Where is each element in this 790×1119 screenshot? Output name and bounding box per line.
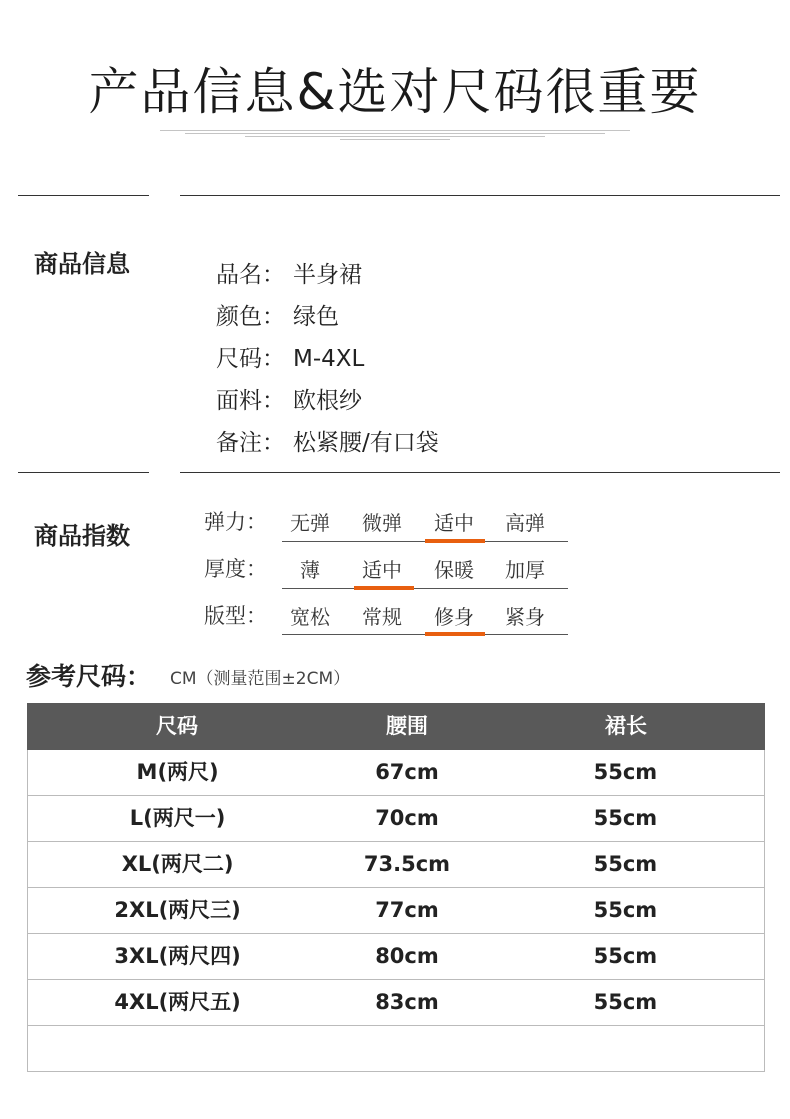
info-value: 半身裙 <box>293 262 362 288</box>
info-row-note <box>216 424 439 457</box>
table-cell: 2XL(两尺三) <box>114 898 241 922</box>
table-cell: 55cm <box>593 944 658 968</box>
page-title: 产品信息&选对尺码很重要 <box>88 63 702 121</box>
index-option-selected: 适中 <box>362 558 402 582</box>
divider <box>18 472 149 473</box>
table-cell: 77cm <box>375 898 439 922</box>
index-option: 宽松 <box>290 605 330 629</box>
table-cell: 80cm <box>375 944 439 968</box>
info-value: 松紧腰/有口袋 <box>293 430 439 456</box>
info-value: M-4XL <box>293 346 365 372</box>
index-option: 保暖 <box>434 558 474 582</box>
table-cell: 73.5cm <box>363 852 451 876</box>
table-row <box>27 750 765 796</box>
section-title-product-index: 商品指数 <box>34 522 130 550</box>
info-label: 品名： <box>216 262 285 288</box>
index-option: 紧身 <box>505 605 545 629</box>
table-cell: 55cm <box>593 898 658 922</box>
table-cell: 55cm <box>593 990 658 1014</box>
column-header: 裙长 <box>605 714 647 738</box>
info-label: 面料： <box>216 388 285 414</box>
info-label: 尺码： <box>216 346 285 372</box>
index-option: 薄 <box>300 558 320 582</box>
info-label: 备注： <box>216 430 285 456</box>
divider <box>180 195 780 196</box>
divider <box>180 472 780 473</box>
info-label: 颜色： <box>216 304 285 330</box>
decorative-fine-print <box>160 128 630 144</box>
table-row <box>27 842 765 888</box>
info-row-size <box>216 340 364 373</box>
selected-indicator <box>425 632 485 636</box>
table-cell: 83cm <box>375 990 439 1014</box>
table-header <box>27 703 765 750</box>
table-cell: 4XL(两尺五) <box>114 990 241 1014</box>
table-cell: L(两尺一) <box>129 806 226 830</box>
divider <box>18 195 149 196</box>
table-cell: M(两尺) <box>136 760 219 784</box>
section-title-product-info: 商品信息 <box>34 250 130 278</box>
table-empty-row <box>27 1026 765 1072</box>
selected-indicator <box>425 539 485 543</box>
table-cell: 55cm <box>593 760 658 784</box>
table-cell: 55cm <box>593 852 658 876</box>
size-table <box>27 703 765 1072</box>
index-option: 微弹 <box>362 511 402 535</box>
selected-indicator <box>354 586 414 590</box>
table-row <box>27 934 765 980</box>
table-cell: 3XL(两尺四) <box>114 944 241 968</box>
info-row-color <box>216 298 339 331</box>
column-header: 腰围 <box>386 714 428 738</box>
table-row <box>27 796 765 842</box>
table-cell: XL(两尺二) <box>121 852 234 876</box>
info-value: 绿色 <box>293 304 339 330</box>
table-row <box>27 888 765 934</box>
table-cell: 67cm <box>375 760 439 784</box>
info-row-name <box>216 256 362 289</box>
index-label-thickness: 厚度： <box>204 557 267 581</box>
index-label-elasticity: 弹力： <box>204 510 267 534</box>
size-reference-subtitle: CM（测量范围±2CM） <box>170 669 351 689</box>
info-row-fabric <box>216 382 362 415</box>
index-option-selected: 适中 <box>434 511 474 535</box>
index-option: 加厚 <box>505 558 545 582</box>
index-row-line <box>282 588 568 589</box>
index-option: 常规 <box>362 605 402 629</box>
index-option-selected: 修身 <box>434 605 474 629</box>
table-cell: 70cm <box>375 806 439 830</box>
index-label-fit: 版型： <box>204 604 267 628</box>
index-option: 无弹 <box>290 511 330 535</box>
column-header: 尺码 <box>156 714 198 738</box>
table-cell: 55cm <box>593 806 658 830</box>
info-value: 欧根纱 <box>293 388 362 414</box>
size-reference-title: 参考尺码： <box>26 662 152 691</box>
table-row <box>27 980 765 1026</box>
index-option: 高弹 <box>505 511 545 535</box>
